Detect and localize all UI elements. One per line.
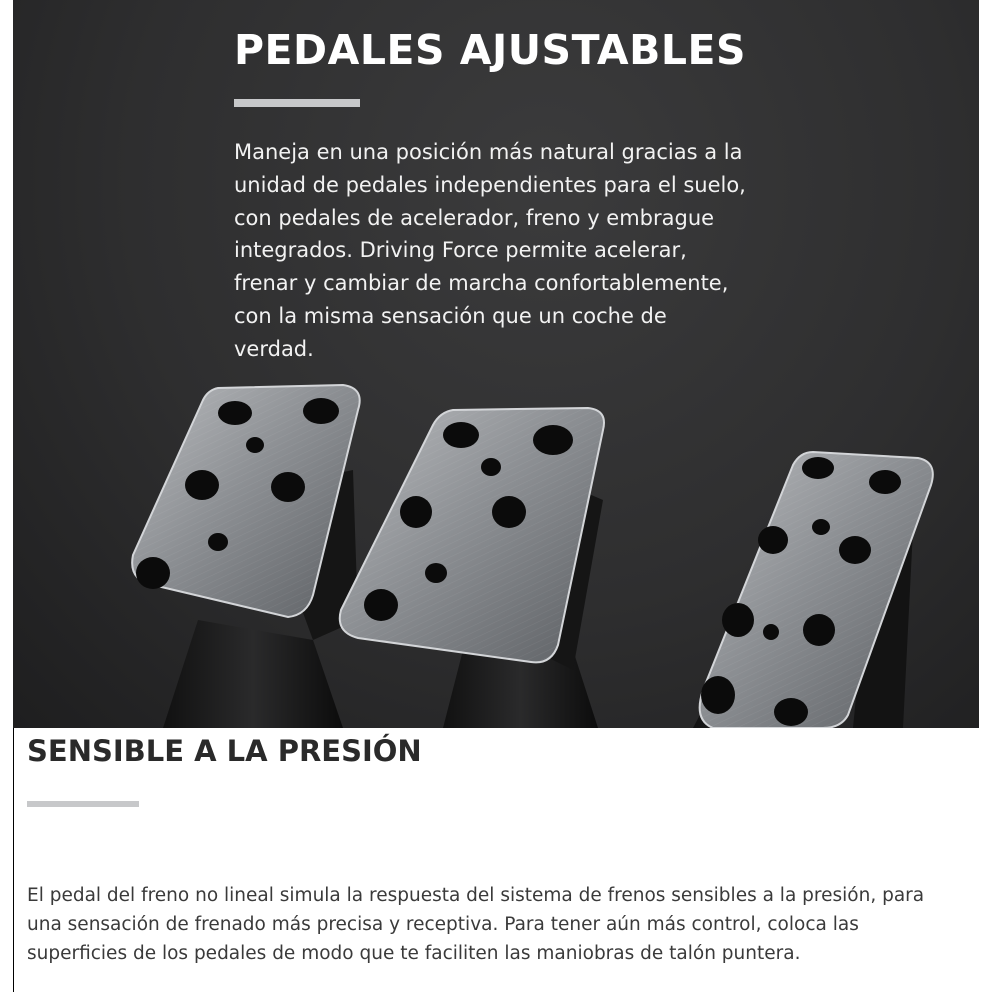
hero-accent-bar <box>234 99 360 107</box>
section-accent-bar <box>27 801 139 807</box>
hero-title: PEDALES AJUSTABLES <box>234 26 746 74</box>
section-divider-line <box>13 728 14 992</box>
hero-description-line: verdad. <box>234 336 314 361</box>
section-description-line: El pedal del freno no lineal simula la respuesta del sistema de frenos sensibles a la presión, para <box>27 885 925 906</box>
pedals-image <box>13 370 979 728</box>
section-description <box>27 881 967 968</box>
hero-description-line: frenar y cambiar de marcha confortablemente, <box>234 271 729 296</box>
section-description-line: superficies de los pedales de modo que te faciliten las maniobras de talón puntera. <box>27 943 801 964</box>
section-title: SENSIBLE A LA PRESIÓN <box>27 734 422 768</box>
hero-description-line: con la misma sensación que un coche de <box>234 303 667 328</box>
hero-description-line: integrados. Driving Force permite acelerar, <box>234 238 687 263</box>
hero-description-line: Maneja en una posición más natural gracias a la <box>234 140 743 164</box>
hero-panel <box>13 0 979 728</box>
hero-description <box>234 136 794 366</box>
hero-description-line: unidad de pedales independientes para el suelo, <box>234 172 746 197</box>
section-description-line: una sensación de frenado más precisa y receptiva. Para tener aún más control, coloca las <box>27 914 859 935</box>
hero-description-line: con pedales de acelerador, freno y embrague <box>234 205 715 230</box>
